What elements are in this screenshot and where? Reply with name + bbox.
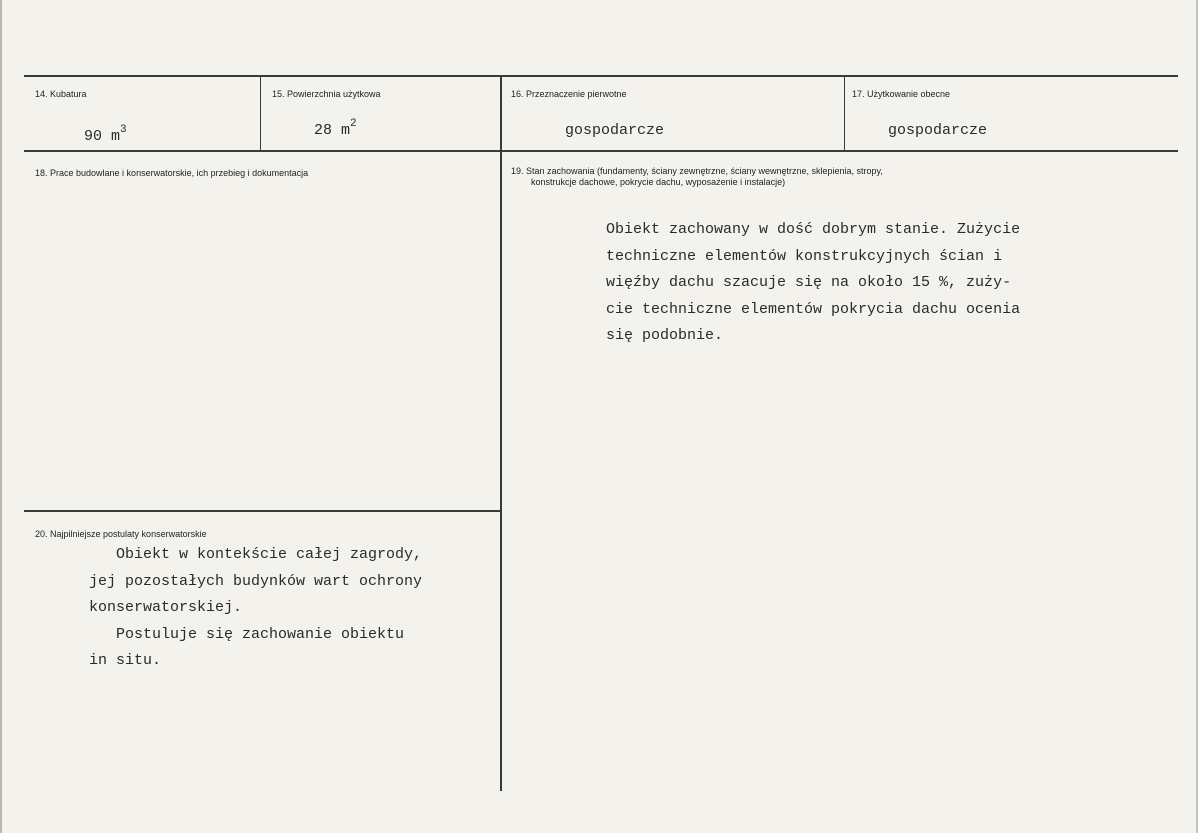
field-17-value: gospodarcze [888,122,988,139]
field-20-line: Postuluje się zachowanie obiektu [89,625,405,643]
field-19-line: więźby dachu szacuje się na około 15 %, zuży- [606,274,1012,291]
field-17-label: 17. Użytkowanie obecne [852,89,951,99]
divider-14-15 [260,76,261,151]
field-19-line: techniczne elementów konstrukcyjnych ścian i [606,247,1003,265]
field-14-value [84,126,127,145]
field-15-label: 15. Powierzchnia użytkowa [272,89,381,99]
field-16-value: gospodarcze [565,122,665,139]
field-19-line: się podobnie. [606,327,724,344]
field-20-line: Obiekt w kontekście całej zagrody, [89,546,423,563]
divider-15-16 [500,76,502,791]
divider-16-17 [844,76,845,151]
field-15-number: 28 m [314,122,351,139]
field-15-value [314,120,357,139]
row1-bottom-rule [24,150,1178,152]
field-20-line: konserwatorskiej. [89,599,243,616]
field-20-line: in situ. [89,652,162,669]
field-14-number: 90 m [84,128,121,145]
field-19-label-line1: 19. Stan zachowania (fundamenty, ściany zewnętrzne, ściany wewnętrzne, sklepienia, stropy, [511,166,883,176]
field-14-label: 14. Kubatura [35,89,87,99]
field-19-text [606,217,1020,350]
top-rule [24,75,1178,77]
field-18-label: 18. Prace budowlane i konserwatorskie, ich przebieg i dokumentacja [35,168,309,178]
field-14-exponent: 3 [120,124,127,136]
field-20-line: jej pozostałych budynków wart ochrony [89,572,423,590]
field-15-exponent: 2 [350,118,357,130]
field-20-text [89,542,422,675]
field-19-line: Obiekt zachowany w dość dobrym stanie. Zużycie [606,221,1021,238]
field-16-label: 16. Przeznaczenie pierwotne [511,89,627,99]
field-19-line: cie techniczne elementów pokrycia dachu ocenia [606,300,1021,318]
field-19-label-line2: konstrukcje dachowe, pokrycie dachu, wyposażenie i instalacje) [531,177,786,187]
section18-bottom-rule [24,510,500,512]
field-20-label: 20. Najpilniejsze postulaty konserwatorskie [35,529,207,539]
